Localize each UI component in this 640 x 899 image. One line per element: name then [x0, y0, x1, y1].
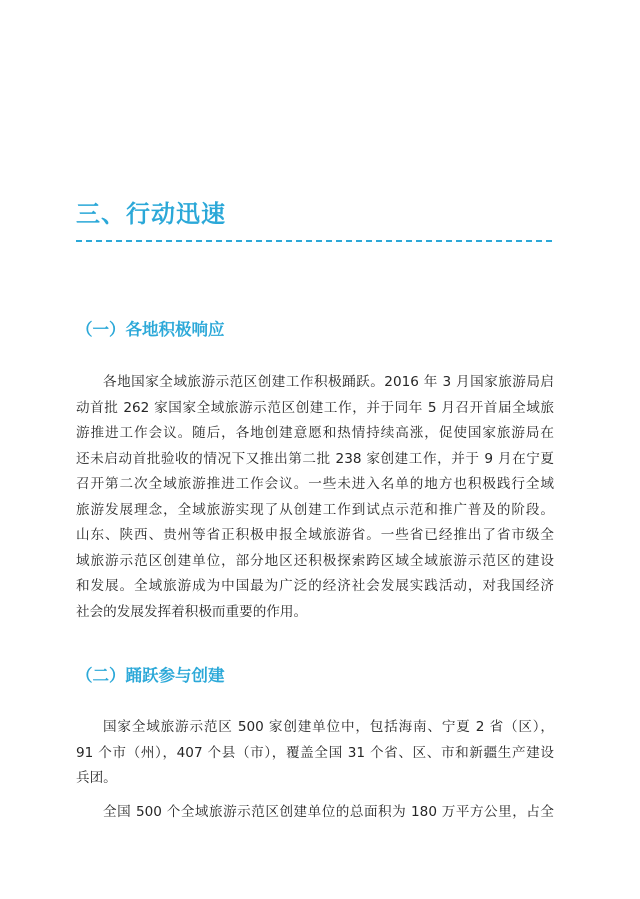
paragraph-line: 还未启动首批验收的情况下又推出第二批 238 家创建工作，并于 9 月在宁夏	[76, 450, 554, 467]
section2-paragraph-2	[76, 800, 554, 826]
paragraph-line: 全国 500 个全域旅游示范区创建单位的总面积为 180 万平方公里，占全	[103, 804, 554, 820]
paragraph-line: 游推进工作会议。随后，各地创建意愿和热情持续高涨，促使国家旅游局在	[76, 425, 554, 441]
paragraph-line: 旅游发展理念，全域旅游实现了从创建工作到试点示范和推广普及的阶段。	[76, 501, 554, 518]
chapter-title: 三、行动迅速	[76, 200, 226, 228]
paragraph-line: 山东、陕西、贵州等省正积极申报全域旅游省。一些省已经推出了省市级全	[76, 527, 554, 543]
paragraph-line: 各地国家全域旅游示范区创建工作积极踊跃。2016 年 3 月国家旅游局启	[103, 374, 554, 390]
chapter-title-divider	[76, 240, 552, 242]
paragraph-line: 兵团。	[76, 770, 117, 786]
paragraph-line: 召开第二次全域旅游推进工作会议。一些未进入名单的地方也积极践行全域	[76, 476, 554, 492]
paragraph-line: 和发展。全域旅游成为中国最为广泛的经济社会发展实践活动，对我国经济	[76, 578, 554, 594]
paragraph-line: 动首批 262 家国家全域旅游示范区创建工作，并于同年 5 月召开首届全域旅	[76, 399, 554, 416]
section-heading-1: （一）各地积极响应	[76, 320, 225, 339]
paragraph-line: 91 个市（州），407 个县（市），覆盖全国 31 个省、区、市和新疆生产建设	[76, 744, 554, 761]
paragraph-line: 国家全域旅游示范区 500 家创建单位中，包括海南、宁夏 2 省（区），	[103, 719, 554, 735]
section1-paragraph	[76, 370, 554, 625]
paragraph-line: 域旅游示范区创建单位，部分地区还积极探索跨区域全域旅游示范区的建设	[76, 552, 554, 569]
paragraph-line: 社会的发展发挥着积极而重要的作用。	[76, 603, 308, 620]
section-heading-2: （二）踊跃参与创建	[76, 666, 225, 685]
section2-paragraph-1	[76, 715, 554, 792]
